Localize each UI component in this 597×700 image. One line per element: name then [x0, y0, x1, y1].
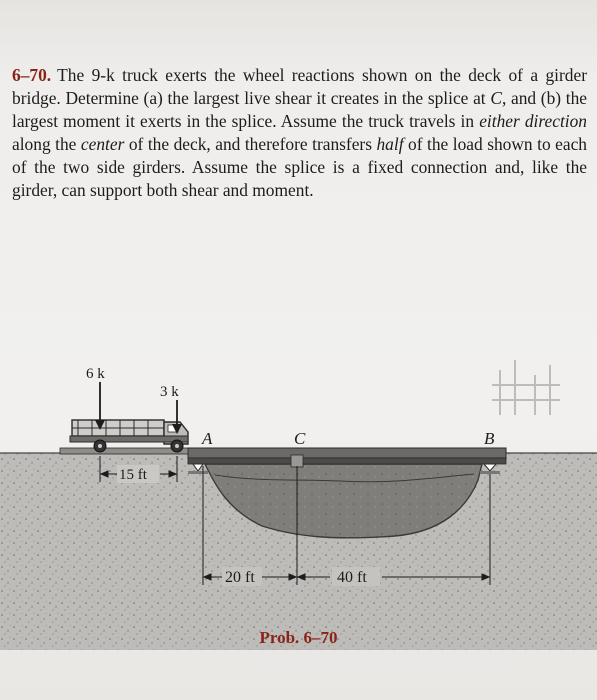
problem-text-italic: C	[490, 88, 502, 108]
problem-statement	[12, 64, 587, 202]
problem-text-segment: The 9-k truck exerts the wheel reactions shown on the deck of a girder bridge. Determine (a) the largest live shear it creates in the splice at	[12, 65, 587, 108]
problem-number: 6–70.	[12, 65, 52, 85]
splice-plate	[291, 455, 303, 467]
label-c: C	[294, 429, 306, 448]
problem-text-segment: of the deck, and therefore transfers	[124, 134, 377, 154]
bridge-girder	[188, 458, 506, 464]
problem-text	[12, 65, 587, 200]
problem-text-italic: center	[80, 134, 125, 154]
load-arrow-6k	[95, 382, 105, 430]
background-structure	[492, 360, 560, 415]
figure-caption: Prob. 6–70	[259, 628, 338, 647]
load-label-6k: 6 k	[86, 366, 105, 382]
label-a: A	[202, 429, 213, 448]
problem-text-italic: half	[376, 134, 404, 154]
approach-road	[60, 448, 188, 454]
dim-wheel-label: 15 ft	[119, 467, 147, 483]
problem-text-segment: , and (b) the largest moment it exerts in the splice. Assume the truck travels in	[12, 88, 587, 131]
bridge-figure	[0, 360, 597, 650]
bridge-deck	[188, 448, 506, 458]
label-b: B	[484, 429, 495, 448]
problem-text-segment: of the load shown to each of the two side girders. Assume the splice is a fixed connection and, like the girder, can support both shear and moment.	[12, 134, 588, 200]
truck	[70, 420, 188, 452]
problem-text-segment: along the	[12, 134, 81, 154]
problem-text-italic: either direction	[479, 111, 588, 131]
load-label-3k: 3 k	[160, 384, 179, 400]
dim-ac-label: 20 ft	[225, 569, 255, 586]
dim-cb-label: 40 ft	[337, 569, 367, 586]
